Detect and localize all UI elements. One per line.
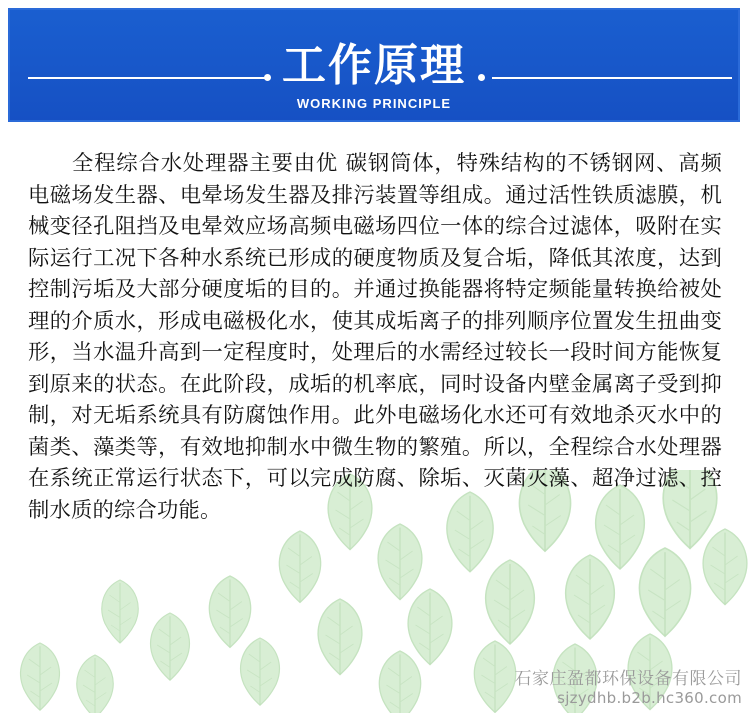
leaf-shape [474,641,515,712]
title-banner [8,8,740,122]
header [0,0,750,130]
principle-paragraph: 全程综合水处理器主要由优 碳钢筒体，特殊结构的不锈钢网、高频电磁场发生器、电晕场发生器及排污装置等组成。通过活性铁质滤膜，机械变径孔阻挡及电晕效应场高频电磁场四位一体的综合过滤体，吸附在实际运行工况下各种水系统已形成的硬度物质及复合垢，降低其浓度，达到控制污垢及大部分硬度垢的目的。并通过换能器将特定频能量转换给被处理的介质水，形成电磁极化水，使其成垢离子的排列顺序位置发生扭曲变形，当水温升高到一定程度时，处理后的水需经过较长一段时间方能恢复到原来的状态。在此阶段，成垢的机率底，同时设备内壁金属离子受到抑制，对无垢系统具有防腐蚀作用。此外电磁场化水还可有效地杀灭水中的菌类、藻类等，有效地抑制水中微生物的繁殖。所以，全程综合水处理器在系统正常运行状态下，可以完成防腐、除垢、灭菌灭藻、超净过滤、控制水质的综合功能。 [28,151,722,523]
leaf-shape [102,580,138,643]
leaf-shape [703,529,747,605]
leaf-shape [21,643,60,710]
leaf-shape [241,638,280,705]
leaf-shape [566,555,615,639]
page-title: 工作原理 [282,40,466,91]
leaf-shape [378,524,422,600]
leaf-shape [379,651,420,713]
leaf-shape [77,655,113,713]
company-watermark: 石家庄盈都环保设备有限公司 [514,669,742,689]
page-subtitle: WORKING PRINCIPLE [296,96,452,111]
leaf-shape [640,548,691,636]
leaf-shape [318,599,362,675]
leaf-shape [151,613,190,680]
site-url-watermark: sjzydhb.b2b.hc360.com [557,689,742,707]
leaf-shape [209,576,250,647]
leaf-shape [408,589,452,665]
leaf-shape [486,560,535,644]
leaf-shape [279,531,320,602]
